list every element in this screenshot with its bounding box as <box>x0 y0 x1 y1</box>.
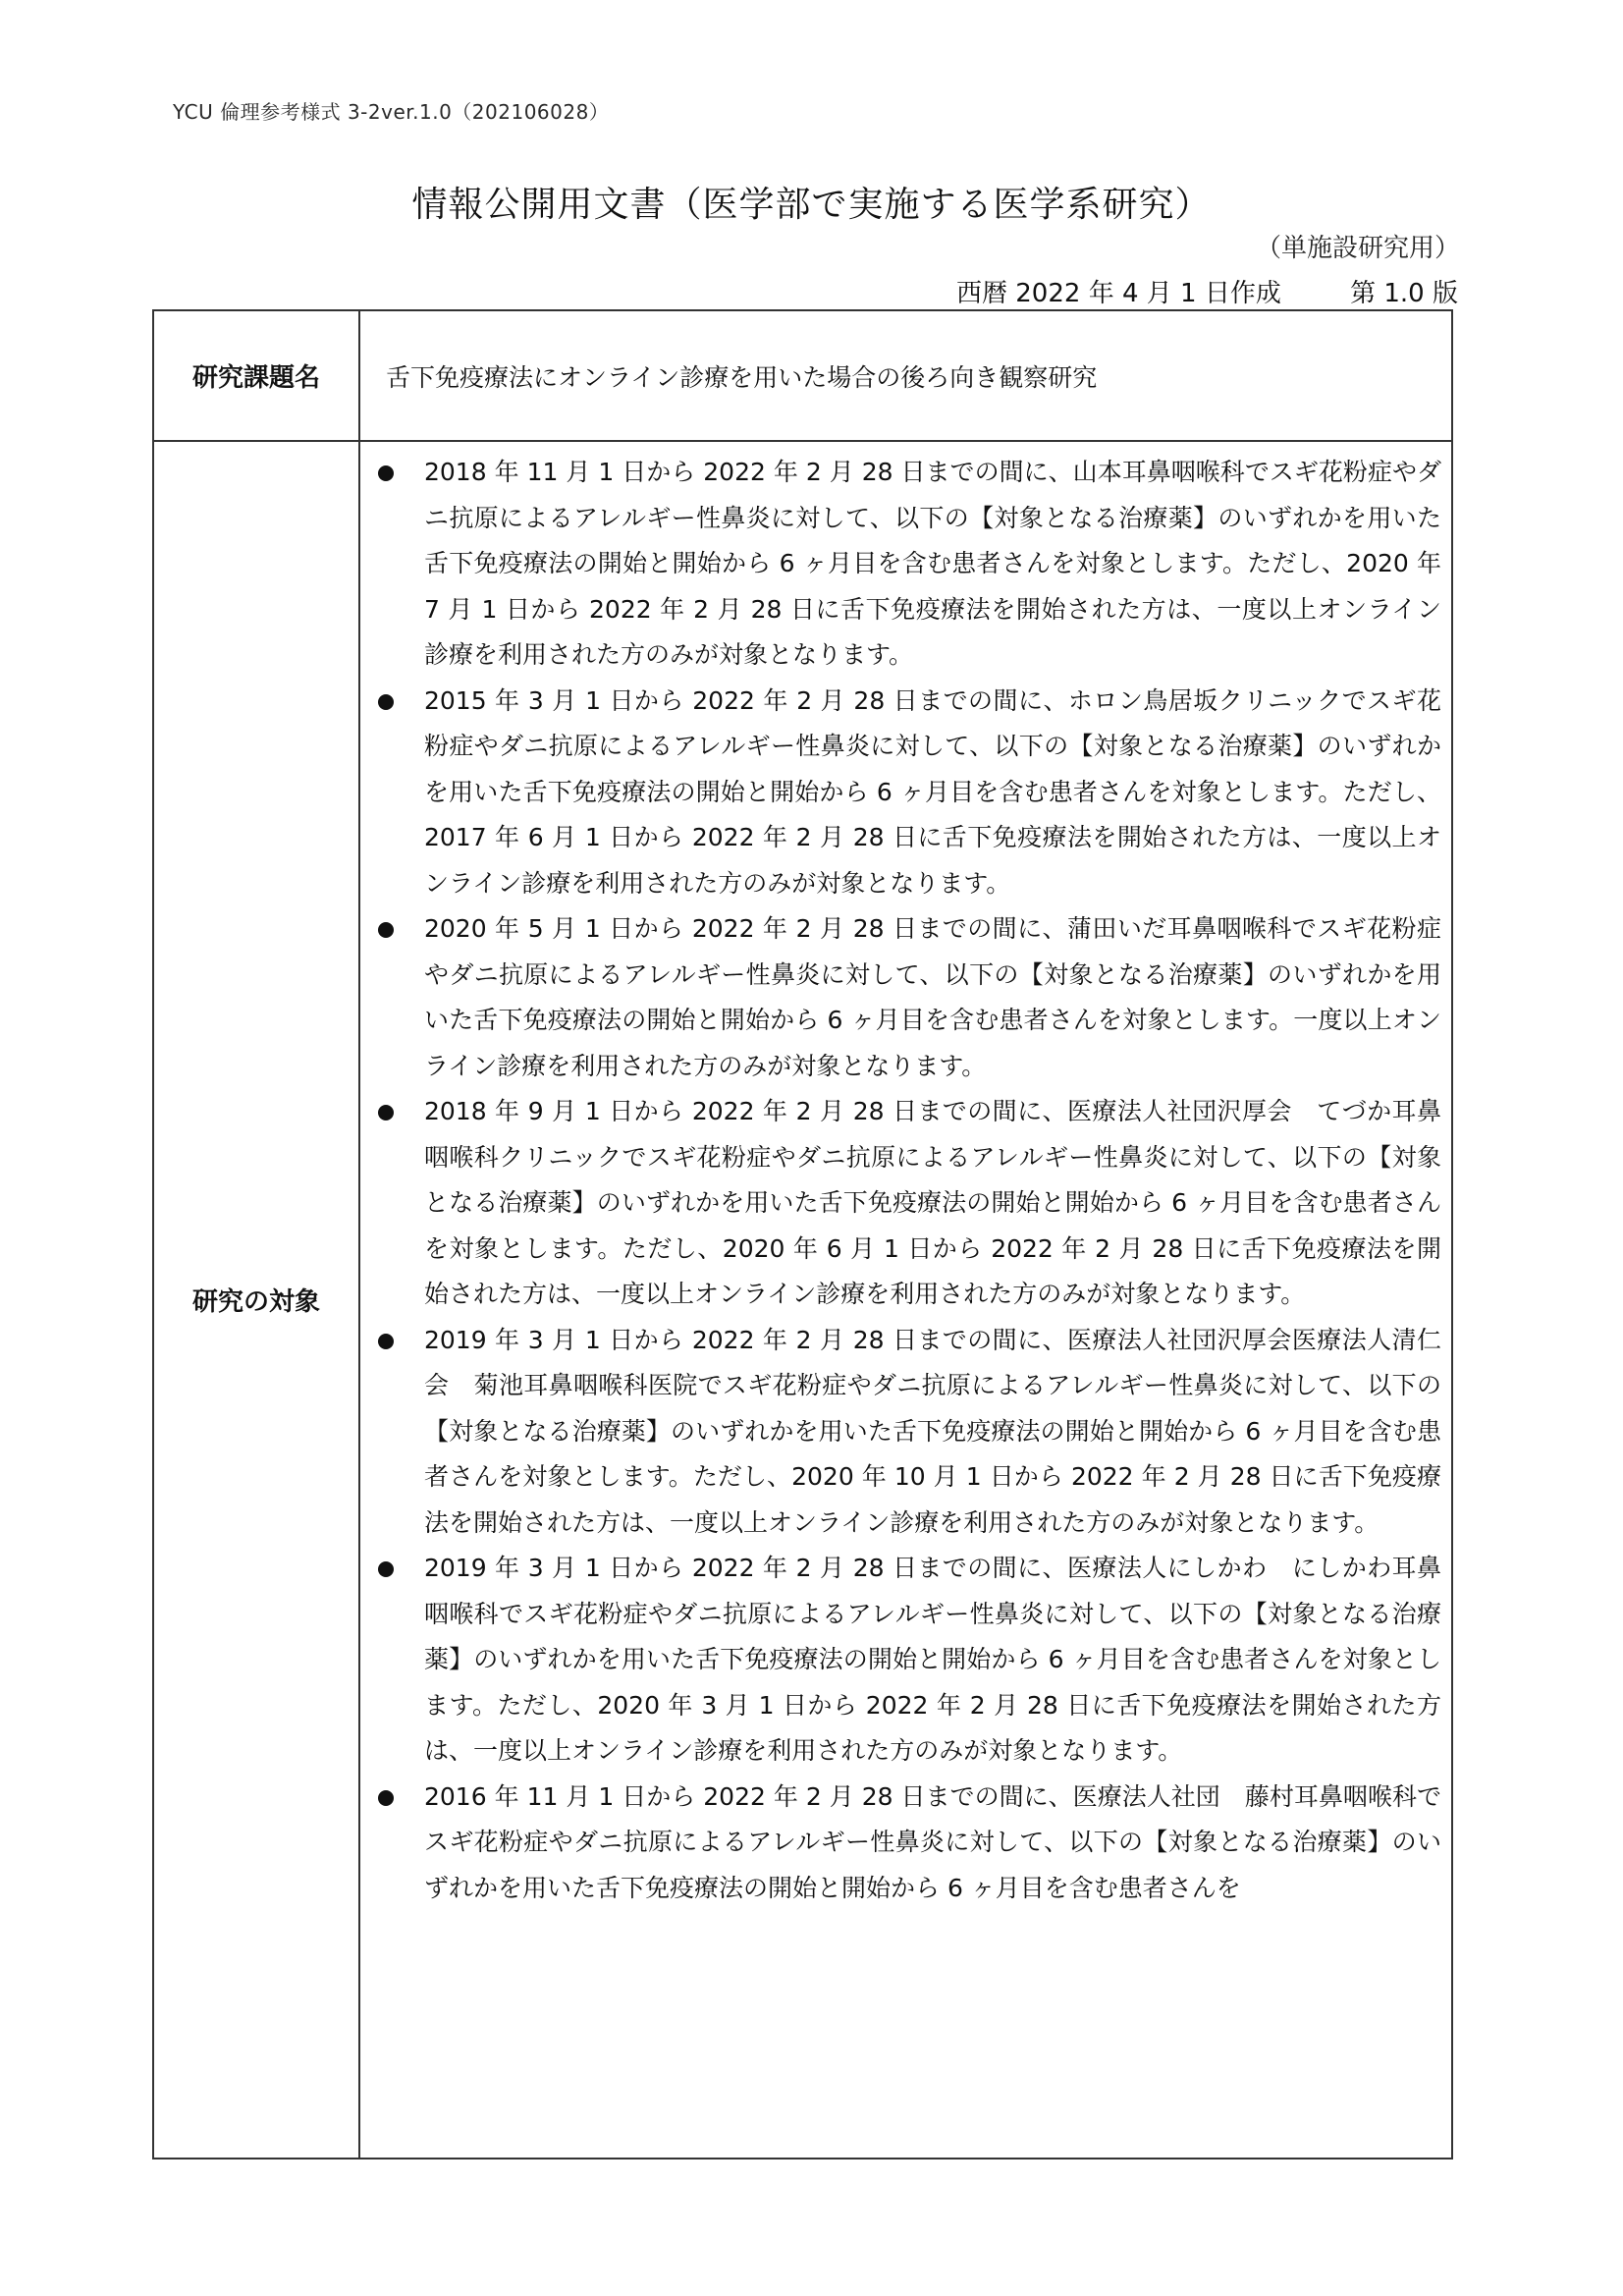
list-item <box>378 1775 1441 1912</box>
list-item <box>378 450 1441 679</box>
form-code: YCU 倫理参考様式 3-2ver.1.0（202106028） <box>173 100 610 124</box>
list-item <box>378 906 1441 1089</box>
list-item <box>378 679 1441 907</box>
list-item-text: 2016 年 11 月 1 日から 2022 年 2 月 28 日までの間に、医療法人社団 藤村耳鼻咽喉科でスギ花粉症やダニ抗原によるアレルギー性鼻炎に対して、以下の【対象となる治療薬】のいずれかを用いた舌下免疫療法の開始と開始から 6 ヶ月目を含む患者さんを <box>424 1781 1441 1902</box>
info-table <box>152 309 1453 2159</box>
list-item-text: 2019 年 3 月 1 日から 2022 年 2 月 28 日までの間に、医療法人社団沢厚会医療法人清仁会 菊池耳鼻咽喉科医院でスギ花粉症やダニ抗原によるアレルギー性鼻炎に対して、以下の【対象となる治療薬】のいずれかを用いた舌下免疫療法の開始と開始から 6 ヶ月目を含む患者さんを対象とします。ただし、2020 年 10 月 1 日から 2022 年 2 月 28 日に舌下免疫療法を開始された方は、一度以上オンライン診療を利用された方のみが対象となります。 <box>424 1325 1441 1537</box>
table-row <box>153 310 1452 441</box>
version-label: 第 1.0 版 <box>1350 279 1458 308</box>
list-item-text: 2020 年 5 月 1 日から 2022 年 2 月 28 日までの間に、蒲田いだ耳鼻咽喉科でスギ花粉症やダニ抗原によるアレルギー性鼻炎に対して、以下の【対象となる治療薬】のいずれかを用いた舌下免疫療法の開始と開始から 6 ヶ月目を含む患者さんを対象とします。一度以上オンライン診療を利用された方のみが対象となります。 <box>424 914 1441 1080</box>
research-title-value: 舌下免疫療法にオンライン診療を用いた場合の後ろ向き観察研究 <box>359 310 1452 441</box>
bullet-icon <box>378 922 394 938</box>
bullet-icon <box>378 694 394 710</box>
research-subject-content <box>359 441 1452 2159</box>
list-item <box>378 1089 1441 1318</box>
list-item <box>378 1318 1441 1547</box>
research-title-label: 研究課題名 <box>153 310 359 441</box>
list-item-text: 2015 年 3 月 1 日から 2022 年 2 月 28 日までの間に、ホロン鳥居坂クリニックでスギ花粉症やダニ抗原によるアレルギー性鼻炎に対して、以下の【対象となる治療薬】のいずれかを用いた舌下免疫療法の開始と開始から 6 ヶ月目を含む患者さんを対象とします。ただし、2017 年 6 月 1 日から 2022 年 2 月 28 日に舌下免疫療法を開始された方は、一度以上オンライン診療を利用された方のみが対象となります。 <box>424 685 1441 898</box>
bullet-icon <box>378 1561 394 1577</box>
bullet-icon <box>378 1334 394 1349</box>
bullet-icon <box>378 465 394 481</box>
table-row <box>153 441 1452 2159</box>
list-item-text: 2018 年 11 月 1 日から 2022 年 2 月 28 日までの間に、山本耳鼻咽喉科でスギ花粉症やダニ抗原によるアレルギー性鼻炎に対して、以下の【対象となる治療薬】のいずれかを用いた舌下免疫療法の開始と開始から 6 ヶ月目を含む患者さんを対象とします。ただし、2020 年 7 月 1 日から 2022 年 2 月 28 日に舌下免疫療法を開始された方は、一度以上オンライン診療を利用された方のみが対象となります。 <box>424 458 1441 669</box>
document-date-line <box>956 273 1458 309</box>
research-subject-label: 研究の対象 <box>153 441 359 2159</box>
list-item <box>378 1546 1441 1775</box>
bullet-icon <box>378 1790 394 1806</box>
document-subtitle: （単施設研究用） <box>1255 234 1460 263</box>
document-title: 情報公開用文書（医学部で実施する医学系研究） <box>411 185 1212 225</box>
subject-list <box>378 450 1441 1911</box>
creation-date: 西暦 2022 年 4 月 1 日作成 <box>956 279 1281 308</box>
list-item-text: 2018 年 9 月 1 日から 2022 年 2 月 28 日までの間に、医療法人社団沢厚会 てづか耳鼻咽喉科クリニックでスギ花粉症やダニ抗原によるアレルギー性鼻炎に対して、以下の【対象となる治療薬】のいずれかを用いた舌下免疫療法の開始と開始から 6 ヶ月目を含む患者さんを対象とします。ただし、2020 年 6 月 1 日から 2022 年 2 月 28 日に舌下免疫療法を開始された方は、一度以上オンライン診療を利用された方のみが対象となります。 <box>424 1097 1441 1308</box>
bullet-icon <box>378 1105 394 1121</box>
list-item-text: 2019 年 3 月 1 日から 2022 年 2 月 28 日までの間に、医療法人にしかわ にしかわ耳鼻咽喉科でスギ花粉症やダニ抗原によるアレルギー性鼻炎に対して、以下の【対象となる治療薬】のいずれかを用いた舌下免疫療法の開始と開始から 6 ヶ月目を含む患者さんを対象とします。ただし、2020 年 3 月 1 日から 2022 年 2 月 28 日に舌下免疫療法を開始された方は、一度以上オンライン診療を利用された方のみが対象となります。 <box>424 1554 1441 1765</box>
